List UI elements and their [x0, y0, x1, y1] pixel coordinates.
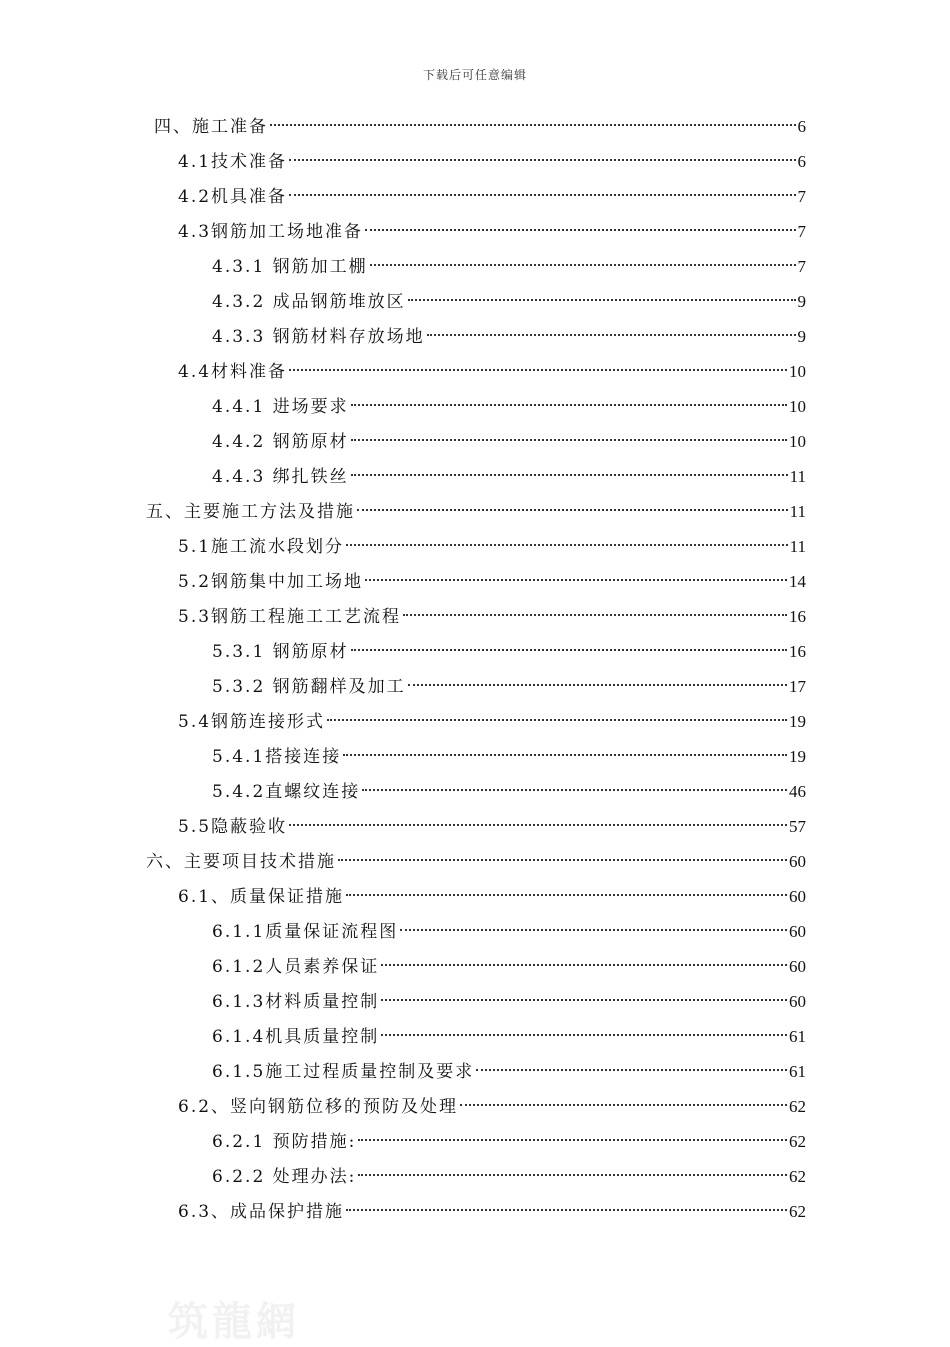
toc-entry-title: 6.3、成品保护措施 — [178, 1202, 345, 1222]
toc-entry-page-number: 11 — [789, 537, 806, 556]
toc-entry[interactable] — [0, 914, 806, 949]
toc-entry-page-number: 7 — [797, 257, 806, 276]
toc-entry-title: 6.2.2 处理办法: — [212, 1167, 357, 1187]
table-of-contents — [0, 109, 950, 1229]
toc-leader-dots — [338, 859, 787, 861]
toc-entry[interactable] — [0, 284, 806, 319]
watermark-logo: 筑龍網 — [168, 1299, 300, 1345]
toc-entry-page-number: 62 — [789, 1202, 806, 1221]
toc-leader-dots — [351, 439, 787, 441]
toc-entry[interactable] — [0, 109, 806, 144]
toc-leader-dots — [357, 509, 788, 511]
toc-entry-page-number: 17 — [789, 677, 806, 696]
toc-entry[interactable] — [0, 1089, 806, 1124]
toc-entry-title: 4.4.3 绑扎铁丝 — [212, 467, 349, 487]
toc-entry-title: 4.1技术准备 — [178, 152, 288, 172]
toc-leader-dots — [289, 824, 787, 826]
toc-entry-title: 4.3.3 钢筋材料存放场地 — [212, 327, 425, 347]
toc-entry-title: 六、主要项目技术措施 — [146, 852, 336, 872]
toc-entry-title: 5.4.2直螺纹连接 — [212, 782, 361, 802]
toc-entry[interactable] — [0, 564, 806, 599]
toc-leader-dots — [362, 789, 787, 791]
toc-entry-page-number: 7 — [797, 187, 806, 206]
toc-entry[interactable] — [0, 879, 806, 914]
toc-entry[interactable] — [0, 984, 806, 1019]
toc-leader-dots — [400, 929, 787, 931]
toc-leader-dots — [381, 999, 787, 1001]
toc-entry-title: 5.4.1搭接连接 — [212, 747, 342, 767]
toc-leader-dots — [351, 649, 787, 651]
toc-entry-page-number: 10 — [789, 432, 806, 451]
toc-entry[interactable] — [0, 739, 806, 774]
toc-leader-dots — [403, 614, 787, 616]
toc-entry-title: 4.3钢筋加工场地准备 — [178, 222, 364, 242]
toc-entry-page-number: 60 — [789, 957, 806, 976]
toc-entry-page-number: 19 — [789, 712, 806, 731]
toc-leader-dots — [476, 1069, 787, 1071]
toc-entry-page-number: 60 — [789, 852, 806, 871]
toc-leader-dots — [381, 1034, 787, 1036]
toc-entry-page-number: 62 — [789, 1167, 806, 1186]
toc-entry[interactable] — [0, 669, 806, 704]
toc-entry-title: 4.3.1 钢筋加工棚 — [212, 257, 368, 277]
toc-entry-title: 6.1.1质量保证流程图 — [212, 922, 399, 942]
toc-entry[interactable] — [0, 599, 806, 634]
toc-leader-dots — [346, 1209, 787, 1211]
toc-entry[interactable] — [0, 949, 806, 984]
toc-entry-title: 五、主要施工方法及措施 — [146, 502, 355, 522]
toc-entry[interactable] — [0, 529, 806, 564]
toc-entry[interactable] — [0, 774, 806, 809]
toc-entry-page-number: 11 — [789, 467, 806, 486]
toc-leader-dots — [408, 684, 787, 686]
toc-entry[interactable] — [0, 179, 806, 214]
toc-entry-page-number: 62 — [789, 1097, 806, 1116]
toc-entry-page-number: 6 — [797, 152, 806, 171]
toc-entry-title: 5.3.1 钢筋原材 — [212, 642, 349, 662]
toc-entry[interactable] — [0, 249, 806, 284]
toc-entry[interactable] — [0, 319, 806, 354]
toc-entry-title: 6.1.4机具质量控制 — [212, 1027, 380, 1047]
toc-leader-dots — [408, 299, 796, 301]
toc-leader-dots — [270, 124, 796, 126]
toc-entry-title: 6.1.2人员素养保证 — [212, 957, 380, 977]
toc-leader-dots — [365, 579, 787, 581]
toc-entry-title: 5.4钢筋连接形式 — [178, 712, 326, 732]
toc-entry-page-number: 61 — [789, 1027, 806, 1046]
toc-entry-page-number: 61 — [789, 1062, 806, 1081]
toc-leader-dots — [346, 544, 788, 546]
toc-entry-page-number: 46 — [789, 782, 806, 801]
toc-entry-page-number: 10 — [789, 362, 806, 381]
toc-entry-page-number: 16 — [789, 642, 806, 661]
toc-entry-title: 4.4.2 钢筋原材 — [212, 432, 349, 452]
toc-leader-dots — [365, 229, 795, 231]
page-header: 下载后可任意编辑 — [422, 68, 527, 82]
toc-entry-page-number: 10 — [789, 397, 806, 416]
toc-entry-page-number: 60 — [789, 922, 806, 941]
toc-entry-title: 5.2钢筋集中加工场地 — [178, 572, 364, 592]
toc-entry-page-number: 62 — [789, 1132, 806, 1151]
toc-leader-dots — [351, 474, 788, 476]
toc-entry-page-number: 6 — [797, 117, 806, 136]
toc-entry[interactable] — [0, 1194, 806, 1229]
toc-entry[interactable] — [0, 1124, 806, 1159]
toc-leader-dots — [460, 1104, 787, 1106]
toc-entry-page-number: 16 — [789, 607, 806, 626]
toc-entry-title: 4.4材料准备 — [178, 362, 288, 382]
toc-entry-title: 6.2、竖向钢筋位移的预防及处理 — [178, 1097, 459, 1117]
toc-entry-title: 6.2.1 预防措施: — [212, 1132, 357, 1152]
toc-entry[interactable] — [0, 844, 806, 879]
toc-entry[interactable] — [0, 354, 806, 389]
toc-leader-dots — [370, 264, 796, 266]
toc-entry[interactable] — [0, 1159, 806, 1194]
toc-entry-title: 5.3.2 钢筋翻样及加工 — [212, 677, 406, 697]
toc-entry-title: 四、施工准备 — [154, 117, 268, 137]
toc-entry[interactable] — [0, 144, 806, 179]
toc-entry-title: 6.1.5施工过程质量控制及要求 — [212, 1062, 475, 1082]
toc-entry-title: 4.2机具准备 — [178, 187, 288, 207]
toc-leader-dots — [289, 194, 795, 196]
toc-entry-page-number: 9 — [797, 292, 806, 311]
toc-leader-dots — [381, 964, 787, 966]
toc-leader-dots — [343, 754, 787, 756]
toc-entry[interactable] — [0, 459, 806, 494]
toc-entry-page-number: 60 — [789, 992, 806, 1011]
toc-leader-dots — [289, 369, 787, 371]
toc-leader-dots — [358, 1174, 787, 1176]
toc-entry-page-number: 11 — [789, 502, 806, 521]
toc-entry-title: 5.5隐蔽验收 — [178, 817, 288, 837]
toc-entry-page-number: 14 — [789, 572, 806, 591]
toc-leader-dots — [427, 334, 796, 336]
toc-entry-page-number: 60 — [789, 887, 806, 906]
toc-entry-page-number: 7 — [797, 222, 806, 241]
toc-entry-page-number: 57 — [789, 817, 806, 836]
toc-entry-page-number: 19 — [789, 747, 806, 766]
toc-entry-title: 4.4.1 进场要求 — [212, 397, 349, 417]
toc-entry[interactable] — [0, 214, 806, 249]
toc-leader-dots — [351, 404, 787, 406]
toc-entry[interactable] — [0, 424, 806, 459]
toc-entry[interactable] — [0, 494, 806, 529]
toc-leader-dots — [346, 894, 787, 896]
toc-leader-dots — [327, 719, 787, 721]
toc-entry[interactable] — [0, 809, 806, 844]
toc-entry-title: 5.3钢筋工程施工工艺流程 — [178, 607, 402, 627]
toc-entry[interactable] — [0, 634, 806, 669]
toc-entry[interactable] — [0, 1054, 806, 1089]
toc-entry[interactable] — [0, 704, 806, 739]
toc-leader-dots — [289, 159, 795, 161]
toc-entry-page-number: 9 — [797, 327, 806, 346]
toc-entry-title: 6.1、质量保证措施 — [178, 887, 345, 907]
toc-leader-dots — [358, 1139, 787, 1141]
toc-entry-title: 6.1.3材料质量控制 — [212, 992, 380, 1012]
toc-entry[interactable] — [0, 389, 806, 424]
toc-entry-title: 5.1施工流水段划分 — [178, 537, 345, 557]
toc-entry-title: 4.3.2 成品钢筋堆放区 — [212, 292, 406, 312]
toc-entry[interactable] — [0, 1019, 806, 1054]
